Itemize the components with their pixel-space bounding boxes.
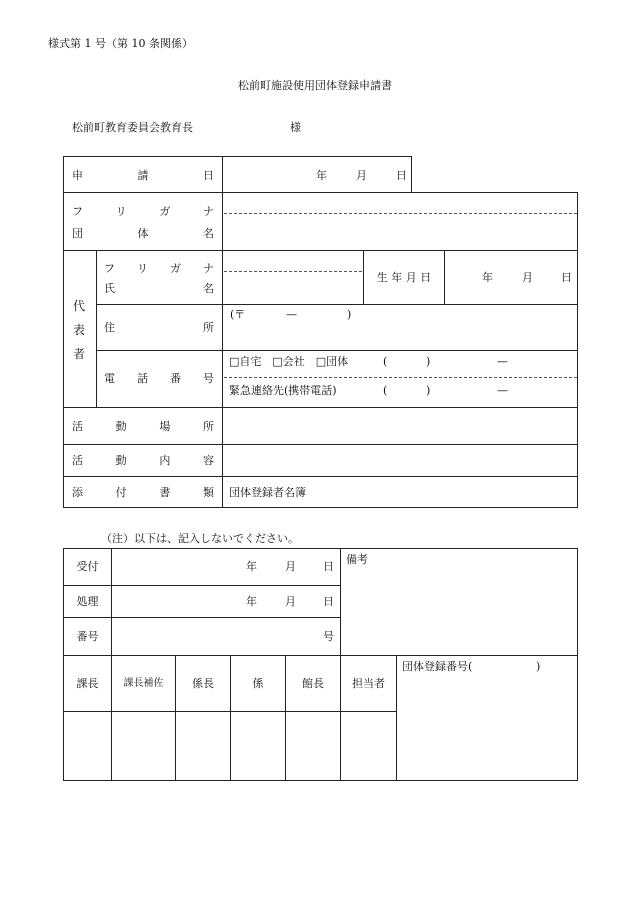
address-input[interactable]	[224, 306, 576, 349]
group-furigana-label: フ リ ガ ナ	[72, 205, 214, 218]
date-year-unit: 年	[316, 169, 327, 182]
phone-dash: —	[497, 355, 508, 368]
rep-furigana-label: フ リ ガ ナ	[104, 262, 214, 275]
rep-name-input[interactable]	[224, 273, 362, 303]
processed-month-unit: 月	[285, 595, 296, 608]
addressee: 松前町教育委員会教育長	[72, 121, 193, 134]
rep-furigana-input[interactable]	[224, 252, 362, 270]
received-year-unit: 年	[246, 560, 257, 573]
date-month-unit: 月	[356, 169, 367, 182]
stamp-deputy-chief: 課長補佐	[123, 678, 164, 689]
number-label: 番号	[76, 630, 99, 643]
birth-month-unit: 月	[522, 271, 533, 284]
application-date-label: 申 請 日	[72, 169, 214, 182]
birth-date-input[interactable]	[446, 252, 576, 302]
group-furigana-input[interactable]	[224, 194, 576, 212]
attachments-label: 添 付 書 類	[72, 486, 214, 499]
postal-close: )	[347, 308, 352, 321]
emergency-dash: —	[497, 384, 508, 397]
activity-content-label: 活 動 内 容	[72, 454, 214, 467]
activity-place-input[interactable]	[224, 409, 576, 443]
address-label: 住 所	[104, 321, 214, 334]
processed-year-unit: 年	[246, 595, 257, 608]
postal-open: (〒	[230, 308, 246, 321]
phone-type-options[interactable]: □自宅 □会社 □団体	[229, 355, 349, 368]
representative-label: 代 表 者	[72, 299, 85, 361]
stamp-section-chief: 課長	[76, 677, 99, 690]
registration-number-close: )	[536, 660, 541, 673]
postal-dash: —	[286, 308, 297, 321]
stamp-unit-chief: 係長	[192, 677, 214, 690]
group-name-label: 団 体 名	[72, 227, 214, 240]
stamp-staff: 係	[252, 677, 264, 690]
group-name-input[interactable]	[224, 215, 576, 249]
rep-name-label: 氏 名	[104, 282, 214, 295]
phone-label: 電 話 番 号	[104, 372, 214, 385]
date-day-unit: 日	[396, 169, 407, 182]
processed-label: 処理	[76, 595, 99, 608]
number-suffix: 号	[323, 630, 334, 643]
birth-year-unit: 年	[482, 271, 493, 284]
emergency-paren-close: )	[426, 384, 431, 397]
form-title: 松前町施設使用団体登録申請書	[238, 79, 392, 92]
phone-paren-close: )	[426, 355, 431, 368]
processed-day-unit: 日	[323, 595, 334, 608]
registration-number-label: 団体登録番号(	[402, 660, 473, 673]
emergency-paren-open: (	[383, 384, 388, 397]
form-number: 様式第 1 号（第 10 条関係）	[48, 37, 193, 50]
birth-day-unit: 日	[561, 271, 572, 284]
received-label: 受付	[76, 560, 99, 573]
emergency-contact-label: 緊急連絡先(携帯電話)	[229, 384, 337, 397]
phone-paren-open: (	[383, 355, 388, 368]
application-date-input[interactable]	[224, 158, 410, 190]
stamp-hall-director: 館長	[302, 677, 324, 690]
honorific: 様	[290, 121, 301, 134]
birth-date-label: 生 年 月 日	[376, 271, 432, 284]
activity-place-label: 活 動 場 所	[72, 420, 214, 433]
received-day-unit: 日	[323, 560, 334, 573]
remarks-label: 備考	[346, 553, 368, 566]
received-month-unit: 月	[285, 560, 296, 573]
activity-content-input[interactable]	[224, 446, 576, 475]
attachments-value: 団体登録者名簿	[229, 486, 306, 499]
stamp-person-in-charge: 担当者	[352, 677, 385, 690]
office-use-note: （注）以下は、記入しないでください。	[101, 532, 299, 545]
